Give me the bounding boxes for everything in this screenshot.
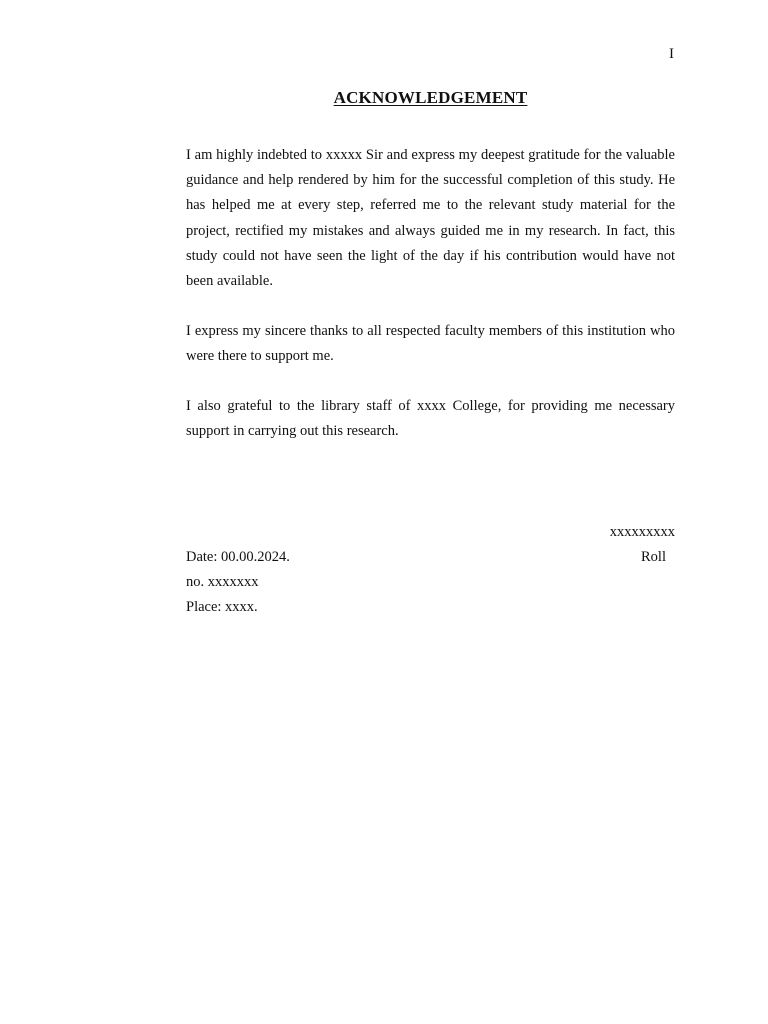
date-line: Date: 00.00.2024. <box>186 549 290 565</box>
place-line: Place: xxxx. <box>186 599 258 615</box>
paragraph-gratitude-guide: I am highly indebted to xxxxx Sir and express my deepest gratitude for the valuable guidance and help rendered by him for the successful completion of this study. He has helped me at every step, referred me to the relevant study material for the project, rectified my mistakes and always guided me in my research. In fact, this study could not have seen the light of the day if his contribution would have not been available. <box>186 147 675 290</box>
roll-label: Roll <box>641 549 666 565</box>
roll-number: no. xxxxxxx <box>186 574 259 590</box>
signature-name: xxxxxxxxx <box>609 524 675 540</box>
page-number: I <box>669 46 674 62</box>
paragraph-thanks-faculty: I express my sincere thanks to all respected faculty members of this institution who were there to support me. <box>186 323 675 365</box>
paragraph-thanks-library: I also grateful to the library staff of xxxx College, for providing me necessary support in carrying out this research. <box>186 398 675 440</box>
page-title: ACKNOWLEDGEMENT <box>333 88 528 107</box>
